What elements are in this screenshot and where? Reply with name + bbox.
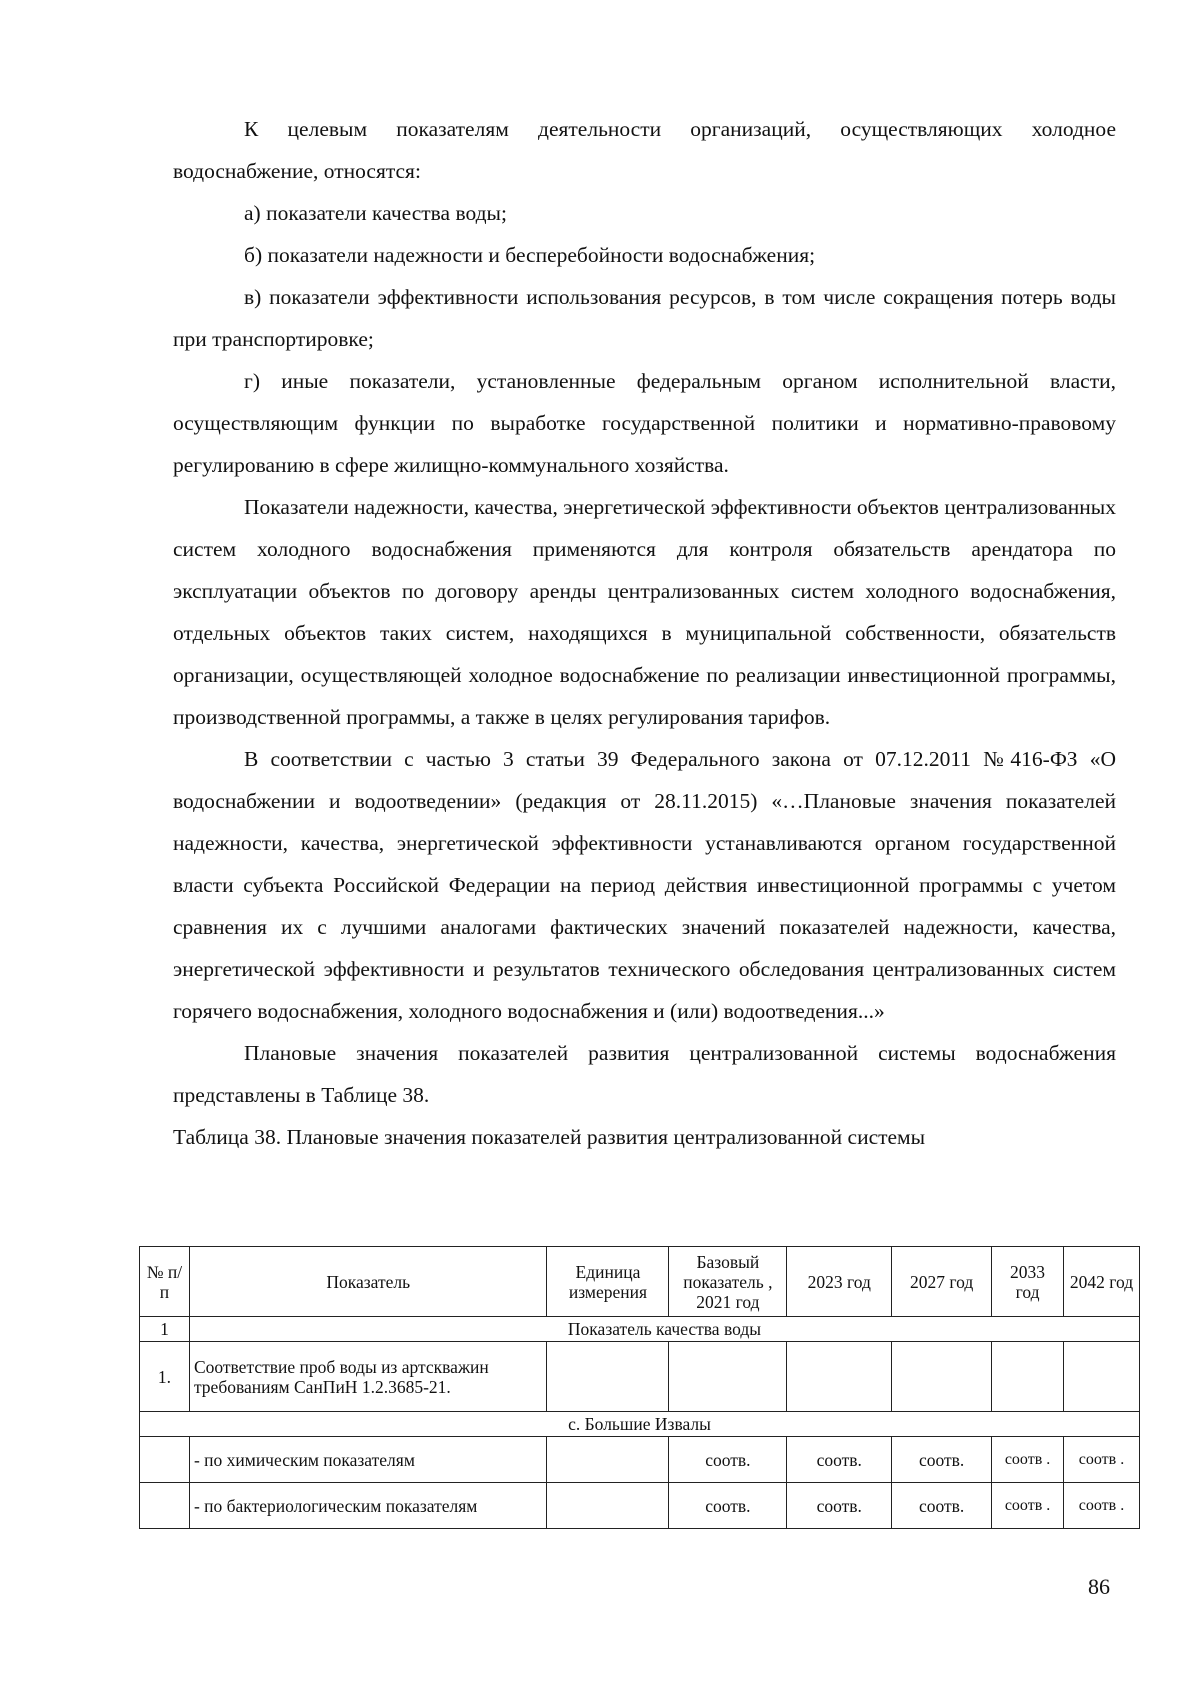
row-num (140, 1483, 190, 1529)
item-2042 (1064, 1342, 1140, 1412)
table-row (140, 1483, 1140, 1529)
item-num: 1. (140, 1342, 190, 1412)
list-item-b: б) показатели надежности и бесперебойности водоснабжения; (244, 243, 816, 267)
row-num (140, 1437, 190, 1483)
section-title: Показатель качества воды (189, 1317, 1139, 1342)
table-row (140, 1437, 1140, 1483)
paragraph-intro: К целевым показателям деятельности организаций, осуществляющих холодное водоснабжение, относятся: (173, 117, 1116, 183)
item-unit (547, 1342, 669, 1412)
row-2027: соотв. (892, 1437, 992, 1483)
row-indicator: - по бактериологическим показателям (189, 1483, 547, 1529)
list-item-g: г) иные показатели, установленные федеральным органом исполнительной власти, осуществляющим функции по выработке государственной политики и нормативно-правовому регулированию в сфере жилищно-коммунального хозяйства. (173, 369, 1116, 477)
location-row (140, 1412, 1140, 1437)
item-indicator: Соответствие проб воды из артскважин требованиям СанПиН 1.2.3685-21. (189, 1342, 547, 1412)
table-header-row (140, 1247, 1140, 1317)
indicators-table (139, 1246, 1140, 1529)
table-caption: Таблица 38. Плановые значения показателей развития централизованной системы (173, 1125, 926, 1149)
section-row (140, 1317, 1140, 1342)
header-base: Базовый показатель , 2021 год (669, 1247, 787, 1317)
item-2023 (787, 1342, 892, 1412)
item-base (669, 1342, 787, 1412)
row-unit (547, 1437, 669, 1483)
body-text (173, 108, 1116, 1158)
row-2023: соотв. (787, 1437, 892, 1483)
header-2042: 2042 год (1064, 1247, 1140, 1317)
header-num: № п/п (140, 1247, 190, 1317)
item-2027 (892, 1342, 992, 1412)
header-indicator: Показатель (189, 1247, 547, 1317)
header-2023: 2023 год (787, 1247, 892, 1317)
row-2042: соотв . (1064, 1437, 1140, 1483)
row-2042: соотв . (1064, 1483, 1140, 1529)
row-2027: соотв. (892, 1483, 992, 1529)
page-number: 86 (1088, 1574, 1110, 1599)
row-indicator: - по химическим показателям (189, 1437, 547, 1483)
row-2023: соотв. (787, 1483, 892, 1529)
paragraph-indicators-usage: Показатели надежности, качества, энергетической эффективности объектов централизованных систем холодного водоснабжения применяются для контроля обязательств арендатора по эксплуатации объектов по договору аренды централизованных систем холодного водоснабжения, отдельных объектов таких систем, находящихся в муниципальной собственности, обязательств организации, осуществляющей холодное водоснабжение по реализации инвестиционной программы, производственной программы, а также в целях регулирования тарифов. (173, 495, 1116, 729)
row-2033: соотв . (992, 1483, 1064, 1529)
section-num: 1 (140, 1317, 190, 1342)
row-base: соотв. (669, 1483, 787, 1529)
header-2027: 2027 год (892, 1247, 992, 1317)
paragraph-law-citation: В соответствии с частью 3 статьи 39 Федерального закона от 07.12.2011 №416-ФЗ «О водоснабжении и водоотведении» (редакция от 28.11.2015) «…Плановые значения показателей надежности, качества, энергетической эффективности устанавливаются органом государственной власти субъекта Российской Федерации на период действия инвестиционной программы с учетом сравнения их с лучшими аналогами фактических значений показателей надежности, качества, энергетической эффективности и результатов технического обследования централизованных систем горячего водоснабжения, холодного водоснабжения и (или) водоотведения...» (173, 747, 1116, 1023)
list-item-a: а) показатели качества воды; (244, 201, 507, 225)
header-unit: Единица измерения (547, 1247, 669, 1317)
header-2033: 2033 год (992, 1247, 1064, 1317)
list-item-v: в) показатели эффективности использования ресурсов, в том числе сокращения потерь воды при транспортировке; (173, 285, 1116, 351)
row-base: соотв. (669, 1437, 787, 1483)
row-unit (547, 1483, 669, 1529)
location-title: с. Большие Извалы (140, 1412, 1140, 1437)
item-2033 (992, 1342, 1064, 1412)
paragraph-table-reference: Плановые значения показателей развития централизованной системы водоснабжения представлены в Таблице 38. (173, 1041, 1116, 1107)
table-row (140, 1342, 1140, 1412)
row-2033: соотв . (992, 1437, 1064, 1483)
